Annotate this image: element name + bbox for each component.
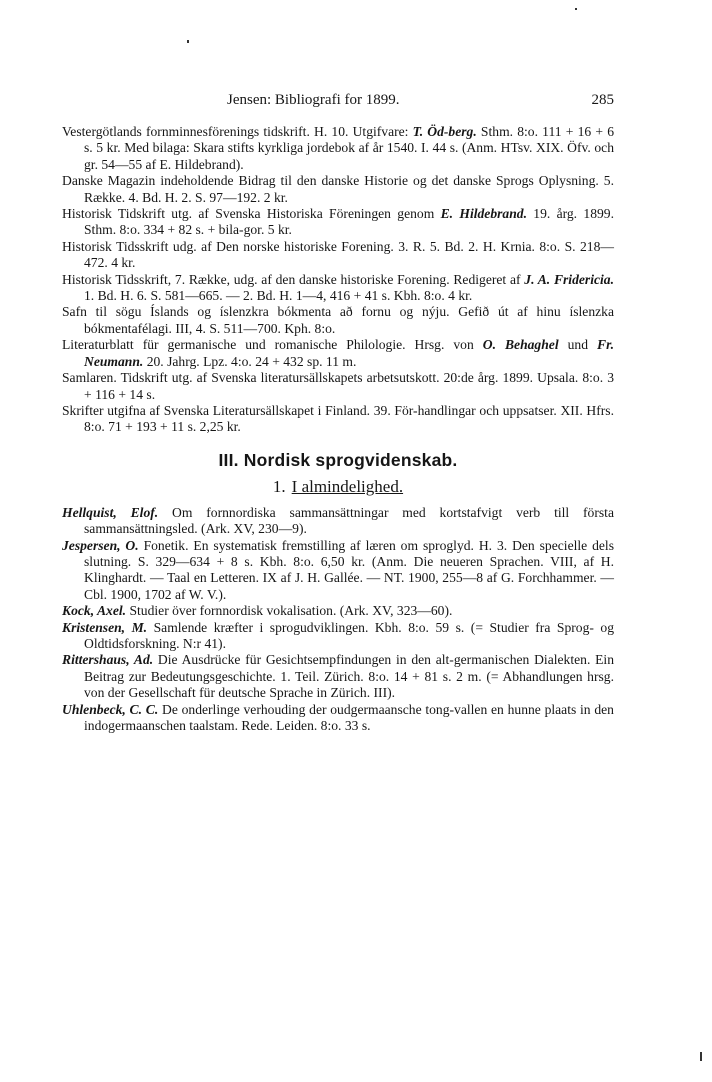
bib-entry: Historisk Tidsskrift, 7. Række, udg. af den danske historiske Forening. Redigeret af J. A. Fridericia. 1. Bd. H. 6. S. 581—665. — 2. Bd. H. 1—4, 416 + 41 s. Kbh. 8:o. 4 kr. xyxy=(62,271,614,304)
entry-editor: Fr. Neumann. xyxy=(84,337,615,369)
bib-entry: Uhlenbeck, C. C. De onderlinge verhouding der oudgermaansche tong-vallen en hunne plaats in den indogermaanschen taalstam. Rede. Leiden. 8:o. 33 s. xyxy=(62,701,614,733)
entry-author: Uhlenbeck, C. C. xyxy=(62,701,159,717)
periodicals-list xyxy=(62,124,614,436)
bib-entry: Historisk Tidskrift utg. af Svenska Historiska Föreningen genom E. Hildebrand. 19. årg. 1899. Sthm. 8:o. 334 + 82 s. + bila-gor. 5 kr. xyxy=(62,206,614,238)
bib-entry: Rittershaus, Ad. Die Ausdrücke für Gesichtsempfindungen in den alt-germanischen Dialekten. Ein Beitrag zur Bedeutungsgeschichte. 1. Teil. Zürich. 8:o. 14 + 81 s. 2 m. (= Abhandlungen hrsg. von der Gesellschaft für deutsche Sprache in Zürich. III). xyxy=(62,652,614,701)
bib-entry: Jespersen, O. Fonetik. En systematisk fremstilling af læren om sproglyd. H. 3. Den specielle dels slutning. S. 329—634 + 8 s. Kbh. 8:o. 6,50 kr. (Anm. Die neueren Sprachen. VIII, af H. Klinghardt. — Taal en Letteren. IX af J. H. Gallée. — NT. 1900, 255—8 af G. Forchhammer. — Cbl. 1900, 1702 af W. V.). xyxy=(62,537,614,602)
running-head-title: Jensen: Bibliografi for 1899. xyxy=(227,92,400,108)
bib-entry: Safn til sögu Íslands og íslenzkra bókmenta að fornu og nýju. Gefið út af hinu íslenzka bókmentafélagi. III, 4. S. 511—700. Kph. 8:o. xyxy=(62,304,614,336)
entry-author: Kristensen, M. xyxy=(62,619,148,635)
bib-entry: Skrifter utgifna af Svenska Literatursällskapet i Finland. 39. För-handlingar och uppsatser. XII. Hfrs. 8:o. 71 + 193 + 11 s. 2,25 kr. xyxy=(62,402,614,435)
entry-editor: O. Behaghel xyxy=(482,337,559,353)
bib-entry: Hellquist, Elof. Om fornnordiska sammansättningar med kortstafvigt verb till första sammansättningsled. (Ark. XV, 230—9). xyxy=(62,504,614,537)
subsection-number: 1. xyxy=(272,476,286,496)
entry-author: Hellquist, Elof. xyxy=(62,504,159,520)
bib-entry: Literaturblatt für germanische und romanische Philologie. Hrsg. von O. Behaghel und Fr. Neumann. 20. Jahrg. Lpz. 4:o. 24 + 432 sp. 11 m. xyxy=(62,337,615,369)
section-heading: III. Nordisk sprogvidenskab. xyxy=(218,449,458,470)
bib-entry: Vestergötlands fornminnesförenings tidskrift. H. 10. Utgifvare: T. Öd-berg. Sthm. 8:o. 111 + 16 + 6 s. 5 kr. Med bilaga: Skara stifts kyrkliga jordebok af år 1540. I. 44 s. (Anm. HTsv. XIX. Öfv. och gr. 54—55 af E. Hildebrand). xyxy=(62,124,614,172)
bib-entry: Kristensen, M. Samlende kræfter i sprogudviklingen. Kbh. 8:o. 59 s. (= Studier fra Sprog- og Oldtidsforskning. N:r 41). xyxy=(62,619,615,651)
page-number: 285 xyxy=(591,92,614,108)
linguistics-list xyxy=(62,505,614,735)
entry-author: Kock, Axel. xyxy=(62,603,127,619)
scan-speck xyxy=(187,40,189,43)
running-head xyxy=(62,92,614,112)
scan-speck xyxy=(575,8,577,10)
subsection-heading xyxy=(62,477,614,497)
entry-author: Jespersen, O. xyxy=(62,537,139,553)
entry-author: Rittershaus, Ad. xyxy=(62,652,154,668)
bib-entry: Danske Magazin indeholdende Bidrag til den danske Historie og det danske Sprogs Oplysning. 5. Række. 4. Bd. H. 2. S. 97—192. 2 kr. xyxy=(62,173,614,205)
bib-entry: Samlaren. Tidskrift utg. af Svenska literatursällskapets arbetsutskott. 20:de årg. 1899. Upsala. 8:o. 3 + 116 + 14 s. xyxy=(62,370,614,402)
subsection-title: I almindelighed. xyxy=(291,476,404,496)
book-page xyxy=(62,0,614,1082)
entry-editor: E. Hildebrand. xyxy=(440,206,527,222)
entry-editor: T. Öd-berg. xyxy=(412,124,477,139)
bib-entry: Kock, Axel. Studier över fornnordisk vokalisation. (Ark. XV, 323—60). xyxy=(62,603,453,619)
bibliography-body xyxy=(62,124,614,734)
entry-editor: J. A. Fridericia. xyxy=(524,271,614,287)
scan-speck xyxy=(700,1052,702,1061)
bib-entry: Historisk Tidsskrift udg. af Den norske historiske Forening. 3. R. 5. Bd. 2. H. Krnia. 8:o. S. 218—472. 4 kr. xyxy=(62,238,614,271)
